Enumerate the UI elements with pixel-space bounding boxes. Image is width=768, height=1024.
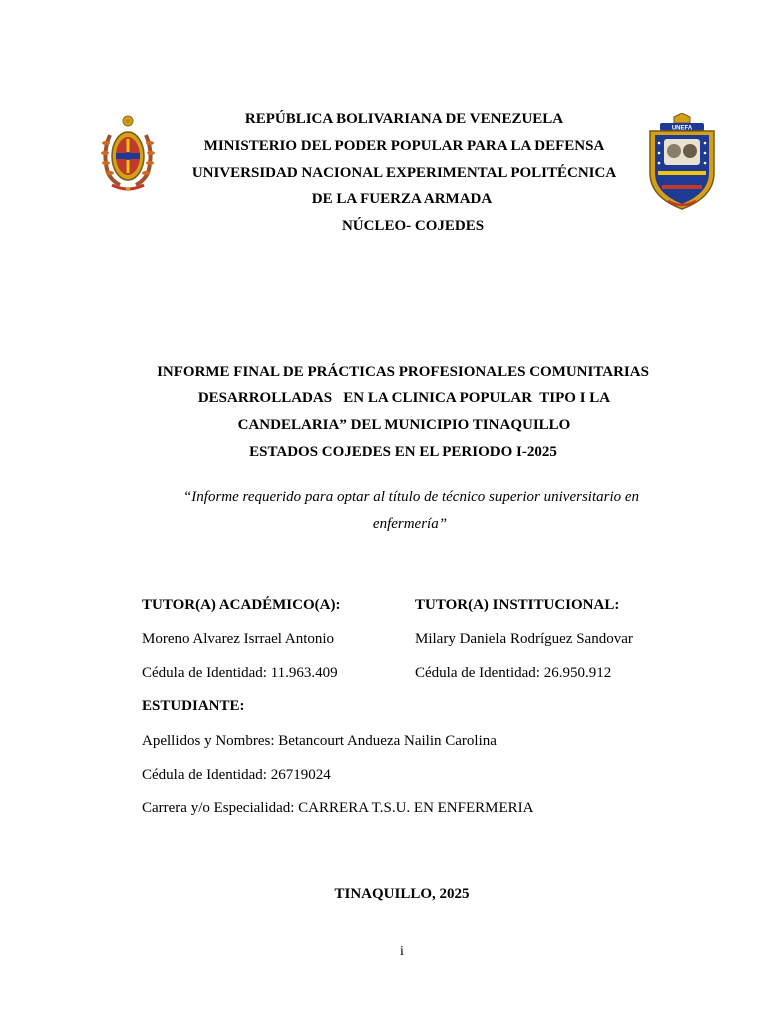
title-line-4: ESTADOS COJEDES EN EL PERIODO I-2025 — [249, 444, 557, 460]
unefa-logo-text: UNEFA — [671, 125, 693, 132]
requirement-quote-line-2: enfermería” — [372, 516, 448, 532]
place-date: TINAQUILLO, 2025 — [334, 886, 470, 902]
title-line-3: CANDELARIA” DEL MUNICIPIO TINAQUILLO — [237, 417, 571, 433]
institutional-tutor-name: Milary Daniela Rodríguez Sandovar — [415, 631, 633, 647]
institutional-tutor-id: Cédula de Identidad: 26.950.912 — [415, 665, 612, 681]
student-label: ESTUDIANTE: — [142, 698, 245, 714]
academic-tutor-label: TUTOR(A) ACADÉMICO(A): — [142, 597, 341, 613]
student-id: Cédula de Identidad: 26719024 — [142, 767, 331, 783]
header-line-republic: REPÚBLICA BOLIVARIANA DE VENEZUELA — [244, 111, 564, 127]
academic-tutor-id: Cédula de Identidad: 11.963.409 — [142, 665, 338, 681]
header-line-nucleus: NÚCLEO- COJEDES — [341, 218, 485, 234]
student-career: Carrera y/o Especialidad: CARRERA T.S.U. EN ENFERMERIA — [142, 800, 534, 816]
header-line-armed-forces: DE LA FUERZA ARMADA — [311, 191, 493, 207]
title-line-1: INFORME FINAL DE PRÁCTICAS PROFESIONALES COMUNITARIAS — [157, 364, 649, 380]
page-number: i — [400, 944, 404, 959]
student-names: Apellidos y Nombres: Betancourt Andueza Nailin Carolina — [142, 733, 497, 749]
header-line-university: UNIVERSIDAD NACIONAL EXPERIMENTAL POLITÉCNICA — [191, 165, 617, 181]
header-line-ministry: MINISTERIO DEL PODER POPULAR PARA LA DEFENSA — [203, 138, 605, 154]
institutional-tutor-label: TUTOR(A) INSTITUCIONAL: — [415, 597, 620, 613]
academic-tutor-name: Moreno Alvarez Isrrael Antonio — [142, 631, 335, 647]
title-line-2: DESARROLLADAS EN LA CLINICA POPULAR TIPO I LA — [197, 390, 611, 406]
requirement-quote-line-1: “Informe requerido para optar al título de técnico superior universitario en — [182, 489, 640, 505]
